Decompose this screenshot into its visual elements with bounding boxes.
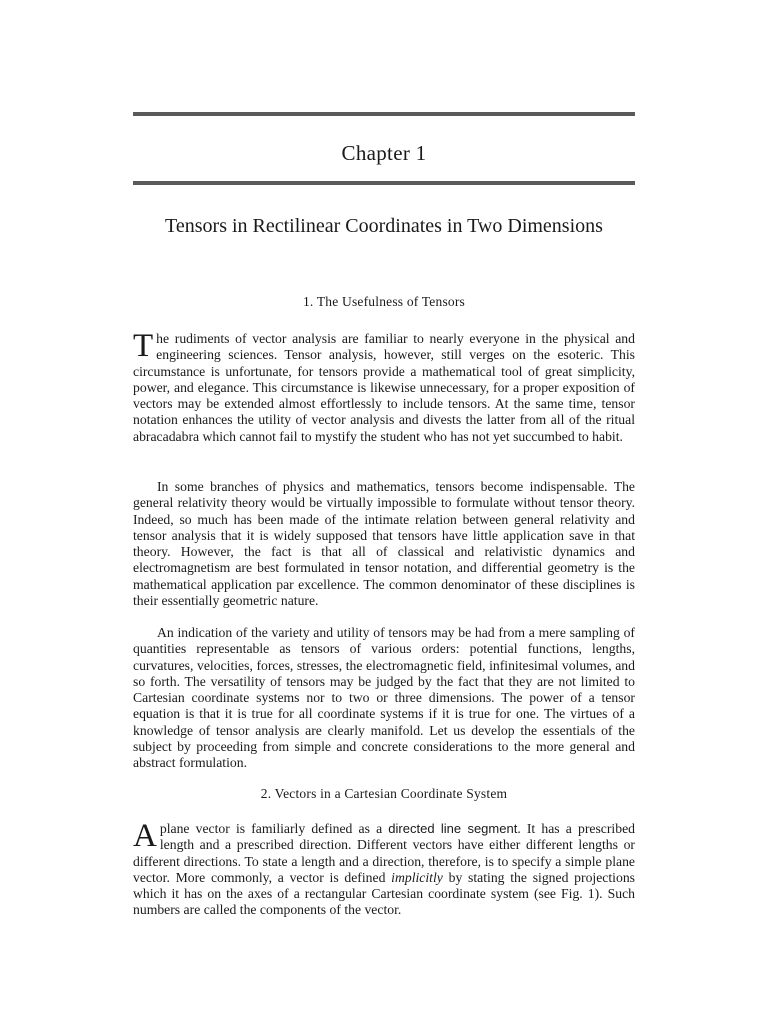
section-heading-1: 1. The Usefulness of Tensors (302, 294, 465, 309)
paragraph-1 (133, 328, 635, 445)
chapter-label: Chapter 1 (341, 141, 427, 165)
chapter-title: Tensors in Rectilinear Coordinates in Two Dimensions (165, 215, 603, 237)
section-heading-2: 2. Vectors in a Cartesian Coordinate System (260, 786, 508, 801)
drop-cap: T (133, 328, 154, 364)
bottom-rule (133, 181, 635, 185)
drop-cap: A (133, 818, 157, 854)
paragraph-2: In some branches of physics and mathematics, tensors become indispensable. The general relativity theory would be virtually impossible to formulate without tensor theory. Indeed, so much has been made of the intimate relation between general relativity and tensor analysis that it is widely supposed that tensors have little application save in that theory. However, the fact is that all of classical and relativistic dynamics and electromagnetism are best formulated in tensor notation, and differential geometry is the mathematical application par excellence. The common denominator of these disciplines is their essentially geometric nature. (133, 479, 635, 609)
top-rule (133, 112, 635, 116)
paragraph-1-text: he rudiments of vector analysis are familiar to nearly everyone in the physical and engineering sciences. Tensor analysis, however, still verges on the esoteric. This circumstance is unfortunate, for tensors provide a mathematical tool of great simplicity, power, and elegance. This circumstance is likewise unnecessary, for a proper exposition of vectors may be extended almost effortlessly to include tensors. At the same time, tensor notation enhances the utility of vector analysis and divests the latter from all of the ritual abracadabra which cannot fail to mystify the student who has not yet succumbed to habit. (133, 331, 635, 444)
paragraph-4 (133, 818, 635, 919)
paragraph-3: An indication of the variety and utility of tensors may be had from a mere sampling of quantities representable as tensors of various orders: potential functions, lengths, curvatures, velocities, forces, stresses, the electromagnetic field, infinitesimal volumes, and so forth. The versatility of tensors may be judged by the fact that they are not limited to Cartesian coordinate systems nor to two or three dimensions. The power of a tensor equation is that it is true for all coordinate systems if it is true for one. The virtues of a knowledge of tensor analysis are clearly manifold. Let us develop the essentials of the subject by proceeding from simple and concrete considerations to the more general and abstract formulation. (133, 625, 635, 771)
term-directed-line-segment: directed line segment (388, 821, 518, 836)
paragraph-4-text-a: plane vector is familiarly defined as a (159, 821, 389, 836)
emphasis-implicitly: implicitly (391, 869, 443, 885)
paragraph-4-text-c: by stating the signed projections which it has on the axes of a rectangular Cartesian coordinate system (see Fig. 1). Such numbers are called the components of the vector. (133, 869, 635, 918)
paragraph-4-text-b: . It has a prescribed length and a prescribed direction. Different vectors have either different lengths or different directions. To state a length and a direction, therefore, is to specify a simple plane vector. More commonly, a vector is defined (133, 821, 635, 885)
